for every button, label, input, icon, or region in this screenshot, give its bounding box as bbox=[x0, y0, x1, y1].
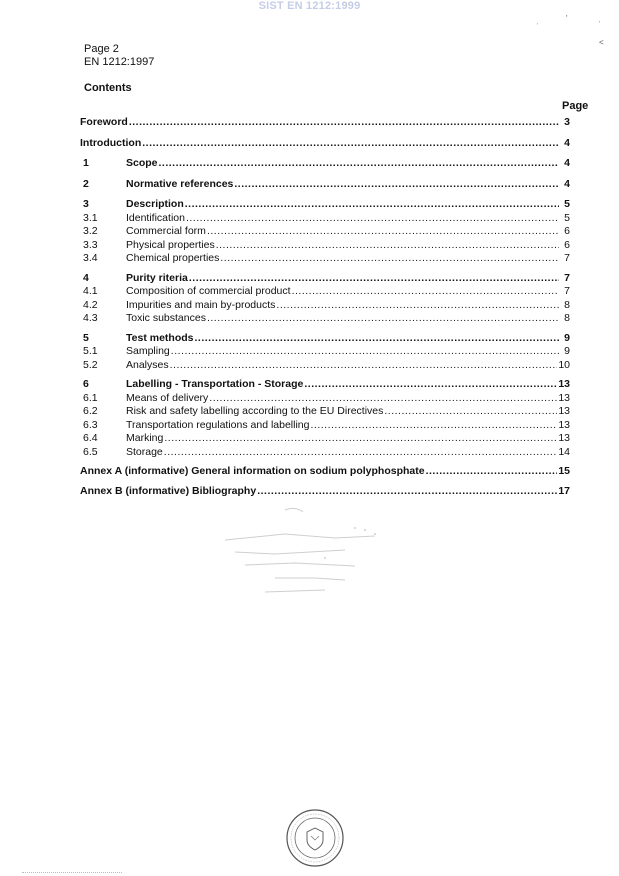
toc-entry-title: Risk and safety labelling according to the EU Directives bbox=[126, 405, 384, 417]
toc-entry-title: Description bbox=[126, 198, 184, 210]
toc-entry-number: 2 bbox=[83, 177, 89, 190]
toc-entry-number: 5.1 bbox=[83, 345, 98, 357]
toc-dot-leader bbox=[426, 465, 558, 479]
toc-entry[interactable] bbox=[80, 312, 570, 326]
toc-entry-title: Scope bbox=[126, 157, 158, 169]
seal-stamp bbox=[282, 808, 348, 873]
toc-entry-title: Normative references bbox=[126, 177, 234, 190]
toc-entry-number: 3.1 bbox=[83, 211, 98, 224]
toc-entry-number: 4.2 bbox=[83, 298, 98, 311]
toc-entry[interactable] bbox=[80, 392, 570, 406]
toc-entry-page: 8 bbox=[564, 312, 570, 324]
page-column-label: Page bbox=[562, 100, 589, 112]
toc-entry-title: Marking bbox=[126, 432, 164, 444]
toc-entry[interactable] bbox=[80, 432, 570, 446]
toc-entry-title: Annex B (informative) Bibliography bbox=[80, 484, 257, 497]
toc-entry[interactable] bbox=[80, 252, 570, 266]
toc-entry-title: Impurities and main by-products bbox=[126, 298, 276, 311]
toc-dot-leader bbox=[171, 345, 559, 359]
toc-entry-page: 4 bbox=[564, 136, 570, 149]
toc-entry[interactable] bbox=[80, 299, 570, 313]
toc-entry-title: Storage bbox=[126, 445, 163, 458]
toc-dot-leader bbox=[159, 157, 559, 171]
toc-entry-page: 13 bbox=[558, 378, 570, 390]
toc-entry[interactable] bbox=[80, 465, 570, 479]
toc-entry-page: 6 bbox=[564, 225, 570, 237]
toc-entry-number: 6.5 bbox=[83, 445, 98, 458]
toc-dot-leader bbox=[164, 432, 557, 446]
toc-entry-title: Means of delivery bbox=[126, 391, 209, 404]
toc-dot-leader bbox=[304, 378, 557, 392]
footer-rule bbox=[22, 872, 122, 873]
toc-entry[interactable] bbox=[80, 157, 570, 171]
toc-entry-number: 6 bbox=[83, 378, 89, 390]
toc-dot-leader bbox=[216, 239, 559, 253]
toc-entry[interactable] bbox=[80, 446, 570, 460]
toc-entry-page: 4 bbox=[564, 157, 570, 169]
toc-entry[interactable] bbox=[80, 116, 570, 130]
toc-entry-page: 13 bbox=[558, 432, 570, 444]
toc-dot-leader bbox=[164, 446, 558, 460]
toc-dot-leader bbox=[186, 212, 559, 226]
toc-entry-number: 3.3 bbox=[83, 238, 98, 251]
toc-entry-number: 6.3 bbox=[83, 418, 98, 431]
toc-entry-page: 17 bbox=[558, 484, 570, 497]
toc-entry[interactable] bbox=[80, 198, 570, 212]
toc-entry[interactable] bbox=[80, 332, 570, 346]
toc-entry-number: 3.4 bbox=[83, 252, 98, 264]
toc-dot-leader bbox=[276, 299, 559, 313]
toc-entry-number: 6.4 bbox=[83, 432, 98, 444]
toc-entry-page: 3 bbox=[564, 116, 570, 128]
toc-entry-page: 13 bbox=[558, 405, 570, 417]
toc-dot-leader bbox=[209, 392, 557, 406]
toc-entry-title: Test methods bbox=[126, 331, 194, 344]
toc-entry-page: 10 bbox=[558, 358, 570, 371]
toc-entry-title: Labelling - Transportation - Storage bbox=[126, 378, 304, 390]
toc-entry-title: Analyses bbox=[126, 358, 169, 371]
toc-dot-leader bbox=[207, 225, 559, 239]
toc-entry-title: Identification bbox=[126, 211, 185, 224]
toc-spacer bbox=[80, 150, 570, 157]
toc-entry-number: 1 bbox=[83, 157, 89, 169]
toc-spacer bbox=[80, 171, 570, 178]
toc-dot-leader bbox=[142, 137, 559, 151]
standard-id: EN 1212:1997 bbox=[84, 56, 155, 68]
toc-dot-leader bbox=[384, 405, 557, 419]
toc-dot-leader bbox=[257, 485, 557, 499]
toc-entry[interactable] bbox=[80, 137, 570, 151]
toc-entry-number: 6.2 bbox=[83, 405, 98, 417]
toc-entry[interactable] bbox=[80, 285, 570, 299]
toc-entry-page: 8 bbox=[564, 298, 570, 311]
scan-speck: ˂ bbox=[599, 38, 604, 47]
toc-entry-number: 5 bbox=[83, 331, 89, 344]
toc-dot-leader bbox=[194, 332, 559, 346]
toc-entry[interactable] bbox=[80, 485, 570, 499]
toc-entry-number: 3 bbox=[83, 198, 89, 210]
toc-entry-page: 7 bbox=[564, 285, 570, 297]
toc-entry-title: Annex A (informative) General information on sodium polyphosphate bbox=[80, 465, 425, 477]
toc-entry-title: Purity riteria bbox=[126, 271, 188, 284]
toc-entry-page: 7 bbox=[564, 252, 570, 264]
toc-entry[interactable] bbox=[80, 419, 570, 433]
toc-entry-page: 7 bbox=[564, 271, 570, 284]
watermark: SIST EN 1212:1999 bbox=[258, 0, 361, 12]
toc-entry-page: 5 bbox=[564, 211, 570, 224]
toc-entry[interactable] bbox=[80, 405, 570, 419]
scan-speck: ˌ bbox=[598, 14, 601, 23]
toc-spacer bbox=[80, 191, 570, 198]
toc-spacer bbox=[80, 130, 570, 137]
toc-entry-title: Composition of commercial product bbox=[126, 285, 291, 297]
toc-entry-page: 6 bbox=[564, 238, 570, 251]
toc-entry-title: Introduction bbox=[80, 136, 142, 149]
toc-entry-title: Toxic substances bbox=[126, 312, 206, 324]
toc-entry[interactable] bbox=[80, 225, 570, 239]
toc-entry-title: Transportation regulations and labelling bbox=[126, 418, 310, 431]
toc-entry[interactable] bbox=[80, 359, 570, 373]
toc-entry-title: Chemical properties bbox=[126, 252, 220, 264]
page-number: Page 2 bbox=[84, 43, 119, 55]
toc-entry-number: 5.2 bbox=[83, 358, 98, 371]
toc-entry-title: Foreword bbox=[80, 116, 128, 128]
scan-speck: ˒ bbox=[536, 18, 539, 27]
toc-entry[interactable] bbox=[80, 212, 570, 226]
toc-entry-number: 3.2 bbox=[83, 225, 98, 237]
toc-entry[interactable] bbox=[80, 378, 570, 392]
toc-entry-page: 4 bbox=[564, 177, 570, 190]
toc-entry-page: 9 bbox=[564, 345, 570, 357]
table-of-contents bbox=[80, 116, 570, 498]
toc-entry[interactable] bbox=[80, 239, 570, 253]
toc-dot-leader bbox=[170, 359, 558, 373]
toc-dot-leader bbox=[220, 252, 559, 266]
toc-dot-leader bbox=[189, 272, 559, 286]
toc-entry-page: 13 bbox=[558, 418, 570, 431]
toc-entry-page: 15 bbox=[558, 465, 570, 477]
contents-title: Contents bbox=[84, 82, 132, 94]
toc-dot-leader bbox=[310, 419, 557, 433]
toc-entry[interactable] bbox=[80, 272, 570, 286]
toc-dot-leader bbox=[292, 285, 559, 299]
toc-entry-title: Sampling bbox=[126, 345, 170, 357]
page-header bbox=[84, 43, 154, 69]
toc-entry-number: 4.3 bbox=[83, 312, 98, 324]
toc-entry[interactable] bbox=[80, 345, 570, 359]
toc-entry-title: Physical properties bbox=[126, 238, 215, 251]
toc-entry-page: 13 bbox=[558, 391, 570, 404]
toc-dot-leader bbox=[129, 116, 559, 130]
toc-dot-leader bbox=[207, 312, 559, 326]
toc-dot-leader bbox=[234, 178, 559, 192]
toc-entry-number: 4.1 bbox=[83, 285, 98, 297]
toc-entry-page: 14 bbox=[558, 445, 570, 458]
toc-entry-page: 9 bbox=[564, 331, 570, 344]
toc-entry-number: 4 bbox=[83, 271, 89, 284]
toc-entry-title: Commercial form bbox=[126, 225, 206, 237]
toc-dot-leader bbox=[185, 198, 559, 212]
toc-entry-number: 6.1 bbox=[83, 391, 98, 404]
toc-entry[interactable] bbox=[80, 178, 570, 192]
scan-speck: ' bbox=[566, 14, 568, 23]
toc-entry-page: 5 bbox=[564, 198, 570, 210]
